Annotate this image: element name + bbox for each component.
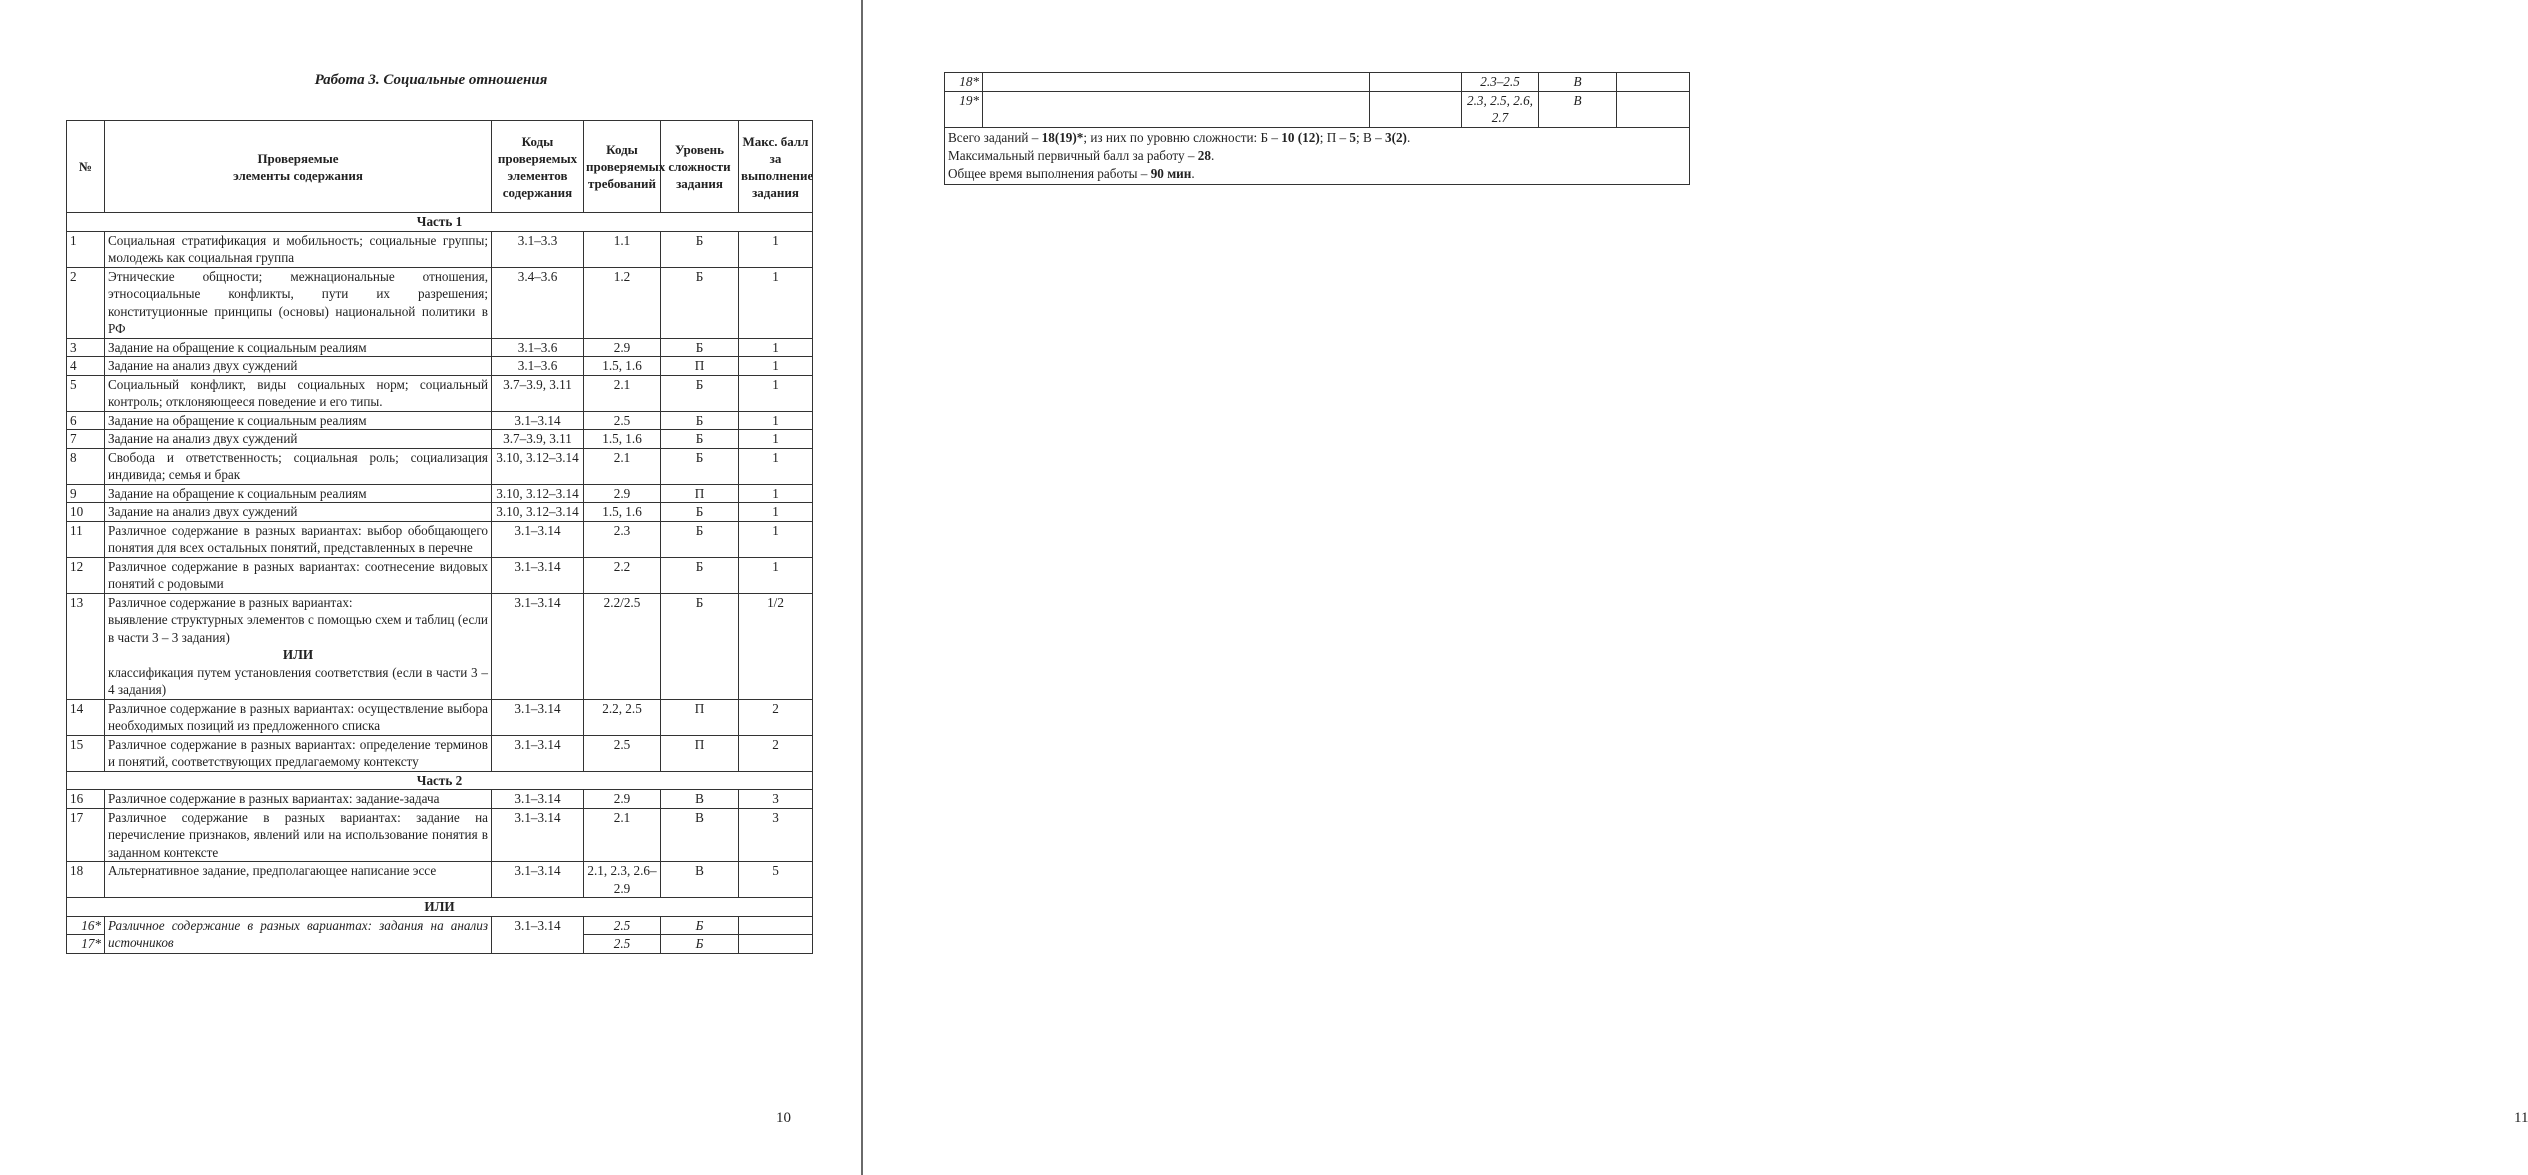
table-row <box>67 503 813 522</box>
row-requirement: 2.2/2.5 <box>584 593 661 699</box>
row-elements: Различное содержание в разных вариантах: определение терминов и понятий, соответствующих предлагаемому контексту <box>105 735 492 771</box>
continuation-table <box>944 72 1690 185</box>
row-level: Б <box>661 430 739 449</box>
row-code: 3.7–3.9, 3.11 <box>492 430 584 449</box>
row-level: Б <box>661 231 739 267</box>
row-score: 1 <box>739 231 813 267</box>
summary-value: 90 мин <box>1150 165 1192 181</box>
row-number: 17* <box>67 935 105 954</box>
row-score <box>739 916 813 935</box>
header-elements: Проверяемые элементы содержания <box>105 121 492 213</box>
row-number: 16 <box>67 790 105 809</box>
row-requirement: 2.1 <box>584 808 661 862</box>
row-requirement: 2.5 <box>584 735 661 771</box>
row-code: 3.7–3.9, 3.11 <box>492 375 584 411</box>
row-requirement: 2.2 <box>584 557 661 593</box>
row-number: 4 <box>67 357 105 376</box>
row-level: Б <box>661 503 739 522</box>
row-requirement: 1.5, 1.6 <box>584 357 661 376</box>
header-num: № <box>67 121 105 213</box>
left-page <box>0 0 862 1175</box>
table-row <box>67 448 813 484</box>
row-score: 1 <box>739 375 813 411</box>
row-level: Б <box>661 593 739 699</box>
row-level: В <box>661 808 739 862</box>
row-level: П <box>661 699 739 735</box>
row-score: 1 <box>739 557 813 593</box>
page-number: 10 <box>776 1110 791 1126</box>
page-number: 11 <box>2514 1110 2528 1126</box>
table-row <box>67 916 813 935</box>
row-score: 1 <box>739 267 813 338</box>
summary-total-time <box>948 165 1686 183</box>
table-row <box>67 593 813 699</box>
row-code: 3.1–3.14 <box>492 521 584 557</box>
row-requirement: 2.3 <box>584 521 661 557</box>
row-number: 10 <box>67 503 105 522</box>
row-requirement: 2.2, 2.5 <box>584 699 661 735</box>
table-row <box>67 557 813 593</box>
row-elements: Задание на обращение к социальным реалиям <box>105 338 492 357</box>
summary-text: ; П – <box>1319 129 1350 145</box>
row-requirement: 2.3, 2.5, 2.6, 2.7 <box>1462 91 1539 127</box>
row-score: 2 <box>739 735 813 771</box>
row-code: 3.1–3.14 <box>492 593 584 699</box>
summary-max-score <box>948 147 1686 165</box>
row-level: П <box>661 735 739 771</box>
row-code: 3.1–3.14 <box>492 699 584 735</box>
row-elements: Различное содержание в разных вариантах: задание-задача <box>105 790 492 809</box>
table-row <box>67 521 813 557</box>
row-code: 3.10, 3.12–3.14 <box>492 503 584 522</box>
summary-row <box>945 127 1690 184</box>
row-level: В <box>1539 73 1617 92</box>
row-code <box>1370 73 1462 92</box>
table-row <box>945 73 1690 92</box>
row-elements: Различное содержание в разных вариантах: осуществление выбора необходимых позиций из предложенного списка <box>105 699 492 735</box>
row-elements: Социальная стратификация и мобильность; социальные группы; молодежь как социальная группа <box>105 231 492 267</box>
row-elements: Задание на анализ двух суждений <box>105 503 492 522</box>
row-elements: Задание на анализ двух суждений <box>105 357 492 376</box>
row-level: В <box>661 862 739 898</box>
summary-text: . <box>1210 147 1215 163</box>
row-requirement: 2.5 <box>584 935 661 954</box>
row-number: 8 <box>67 448 105 484</box>
table-header-row <box>67 121 813 213</box>
row-level: Б <box>661 411 739 430</box>
row-number: 18* <box>945 73 983 92</box>
row-number: 7 <box>67 430 105 449</box>
section-row-part2 <box>67 771 813 790</box>
row-number: 14 <box>67 699 105 735</box>
row-number: 15 <box>67 735 105 771</box>
ili-row <box>67 898 813 917</box>
table-row <box>67 735 813 771</box>
page-title: Работа 3. Социальные отношения <box>314 72 548 88</box>
row-number: 13 <box>67 593 105 699</box>
row-score: 5 <box>739 862 813 898</box>
row-score: 1 <box>739 521 813 557</box>
row-score: 3 <box>739 808 813 862</box>
row-score: 1 <box>739 430 813 449</box>
table-row <box>67 808 813 862</box>
row-code: 3.1–3.14 <box>492 557 584 593</box>
summary-text: Максимальный первичный балл за работу – <box>948 147 1198 163</box>
row-code: 3.1–3.3 <box>492 231 584 267</box>
table-row <box>67 862 813 898</box>
section-label: Часть 1 <box>67 213 813 232</box>
row-level: Б <box>661 338 739 357</box>
summary-text: . <box>1191 165 1195 181</box>
row-code: 3.10, 3.12–3.14 <box>492 448 584 484</box>
row-elements: Различное содержание в разных вариантах: задание на перечисление признаков, явлений или на использование понятия в заданном контексте <box>105 808 492 862</box>
row-elements <box>983 91 1370 127</box>
row-code: 3.1–3.14 <box>492 862 584 898</box>
row-score: 1 <box>739 484 813 503</box>
row-requirement: 2.9 <box>584 338 661 357</box>
table-row <box>67 699 813 735</box>
row-requirement: 2.9 <box>584 790 661 809</box>
row-level: В <box>661 790 739 809</box>
row-elements: Задание на анализ двух суждений <box>105 430 492 449</box>
table-row <box>67 790 813 809</box>
header-codes-requirements: Коды проверяемых требований <box>584 121 661 213</box>
row-number: 9 <box>67 484 105 503</box>
row-code: 3.1–3.14 <box>492 411 584 430</box>
row-requirement: 2.1, 2.3, 2.6–2.9 <box>584 862 661 898</box>
summary-value: 10 (12) <box>1281 129 1320 145</box>
header-codes-elements: Коды проверяемых элементов содержания <box>492 121 584 213</box>
ili-label: ИЛИ <box>67 898 813 917</box>
table-row <box>67 357 813 376</box>
row-requirement: 2.1 <box>584 375 661 411</box>
row-elements <box>105 593 492 699</box>
table-row <box>67 411 813 430</box>
row-requirement: 1.1 <box>584 231 661 267</box>
row-level: П <box>661 357 739 376</box>
row-requirement: 2.5 <box>584 411 661 430</box>
summary-text: Всего заданий – <box>948 129 1042 145</box>
row-code: 3.1–3.14 <box>492 735 584 771</box>
row-level: Б <box>661 448 739 484</box>
row-requirement: 1.5, 1.6 <box>584 430 661 449</box>
summary-text: . <box>1406 129 1411 145</box>
row-number: 5 <box>67 375 105 411</box>
row-elements: Этнические общности; межнациональные отношения, этносоциальные конфликты, пути их разрешения; конституционные принципы (основы) национальной политики в РФ <box>105 267 492 338</box>
row-score: 1 <box>739 357 813 376</box>
row-score <box>1617 91 1690 127</box>
row-level: В <box>1539 91 1617 127</box>
row-number: 11 <box>67 521 105 557</box>
summary-value: 18(19)* <box>1041 129 1084 145</box>
row-score: 1 <box>739 503 813 522</box>
row-code: 3.1–3.14 <box>492 916 584 953</box>
summary-value: 28 <box>1197 147 1211 163</box>
summary-value: 5 <box>1349 129 1357 145</box>
page-gutter <box>861 0 863 1175</box>
row-score: 1 <box>739 411 813 430</box>
row-number: 3 <box>67 338 105 357</box>
row-code <box>1370 91 1462 127</box>
section-row-part1 <box>67 213 813 232</box>
header-max-score: Макс. балл за выполнение задания <box>739 121 813 213</box>
table-row <box>67 375 813 411</box>
row-score <box>1617 73 1690 92</box>
summary-total-tasks <box>948 129 1686 147</box>
row-requirement: 1.2 <box>584 267 661 338</box>
row-elements <box>983 73 1370 92</box>
row-level: Б <box>661 375 739 411</box>
row-elements: Свобода и ответственность; социальная роль; социализация индивида; семья и брак <box>105 448 492 484</box>
row-code: 3.1–3.6 <box>492 357 584 376</box>
row-code: 3.1–3.6 <box>492 338 584 357</box>
row-level: Б <box>661 267 739 338</box>
summary-text: ; из них по уровню сложности: Б – <box>1083 129 1282 145</box>
row-number: 6 <box>67 411 105 430</box>
row-requirement: 1.5, 1.6 <box>584 503 661 522</box>
row-number: 2 <box>67 267 105 338</box>
row-number: 12 <box>67 557 105 593</box>
row-requirement: 2.3–2.5 <box>1462 73 1539 92</box>
row-code: 3.1–3.14 <box>492 790 584 809</box>
row-number: 17 <box>67 808 105 862</box>
row-requirement: 2.9 <box>584 484 661 503</box>
row-score: 1 <box>739 338 813 357</box>
table-row <box>67 267 813 338</box>
row-number: 19* <box>945 91 983 127</box>
table-row <box>67 430 813 449</box>
row-score: 3 <box>739 790 813 809</box>
row-level: П <box>661 484 739 503</box>
summary-text: Общее время выполнения работы – <box>948 165 1151 181</box>
table-row <box>67 484 813 503</box>
summary-cell <box>945 127 1690 184</box>
table-row <box>945 91 1690 127</box>
row-level: Б <box>661 916 739 935</box>
row-text-part: выявление структурных элементов с помощью схем и таблиц (если в части 3 – 3 задания) <box>108 612 488 645</box>
row-level: Б <box>661 521 739 557</box>
row-code: 3.10, 3.12–3.14 <box>492 484 584 503</box>
summary-text: ; В – <box>1356 129 1385 145</box>
row-code: 3.1–3.14 <box>492 808 584 862</box>
summary-value: 3(2) <box>1384 129 1407 145</box>
table-row <box>67 338 813 357</box>
row-elements: Социальный конфликт, виды социальных норм; социальный контроль; отклоняющееся поведение и его типы. <box>105 375 492 411</box>
row-level: Б <box>661 935 739 954</box>
table-row <box>67 231 813 267</box>
row-requirement: 2.1 <box>584 448 661 484</box>
row-score: 1 <box>739 448 813 484</box>
row-number: 1 <box>67 231 105 267</box>
row-text-part: классификация путем установления соответствия (если в части 3 – 4 задания) <box>108 664 488 697</box>
row-number: 18 <box>67 862 105 898</box>
row-score: 1/2 <box>739 593 813 699</box>
row-level: Б <box>661 557 739 593</box>
row-elements: Различное содержание в разных вариантах: выбор обобщающего понятия для всех остальных понятий, представленных в перечне <box>105 521 492 557</box>
row-elements: Различное содержание в разных вариантах: задания на анализ источников <box>105 916 492 953</box>
header-level: Уровень сложности задания <box>661 121 739 213</box>
row-elements: Альтернативное задание, предполагающее написание эссе <box>105 862 492 898</box>
row-score: 2 <box>739 699 813 735</box>
row-elements: Различное содержание в разных вариантах: соотнесение видовых понятий с родовыми <box>105 557 492 593</box>
row-text-part: Различное содержание в разных вариантах: <box>108 594 353 610</box>
row-code: 3.4–3.6 <box>492 267 584 338</box>
row-score <box>739 935 813 954</box>
row-requirement: 2.5 <box>584 916 661 935</box>
row-elements: Задание на обращение к социальным реалиям <box>105 411 492 430</box>
ili-label: ИЛИ <box>282 647 314 662</box>
row-number: 16* <box>67 916 105 935</box>
row-elements: Задание на обращение к социальным реалиям <box>105 484 492 503</box>
section-label: Часть 2 <box>67 771 813 790</box>
content-table <box>66 120 813 954</box>
